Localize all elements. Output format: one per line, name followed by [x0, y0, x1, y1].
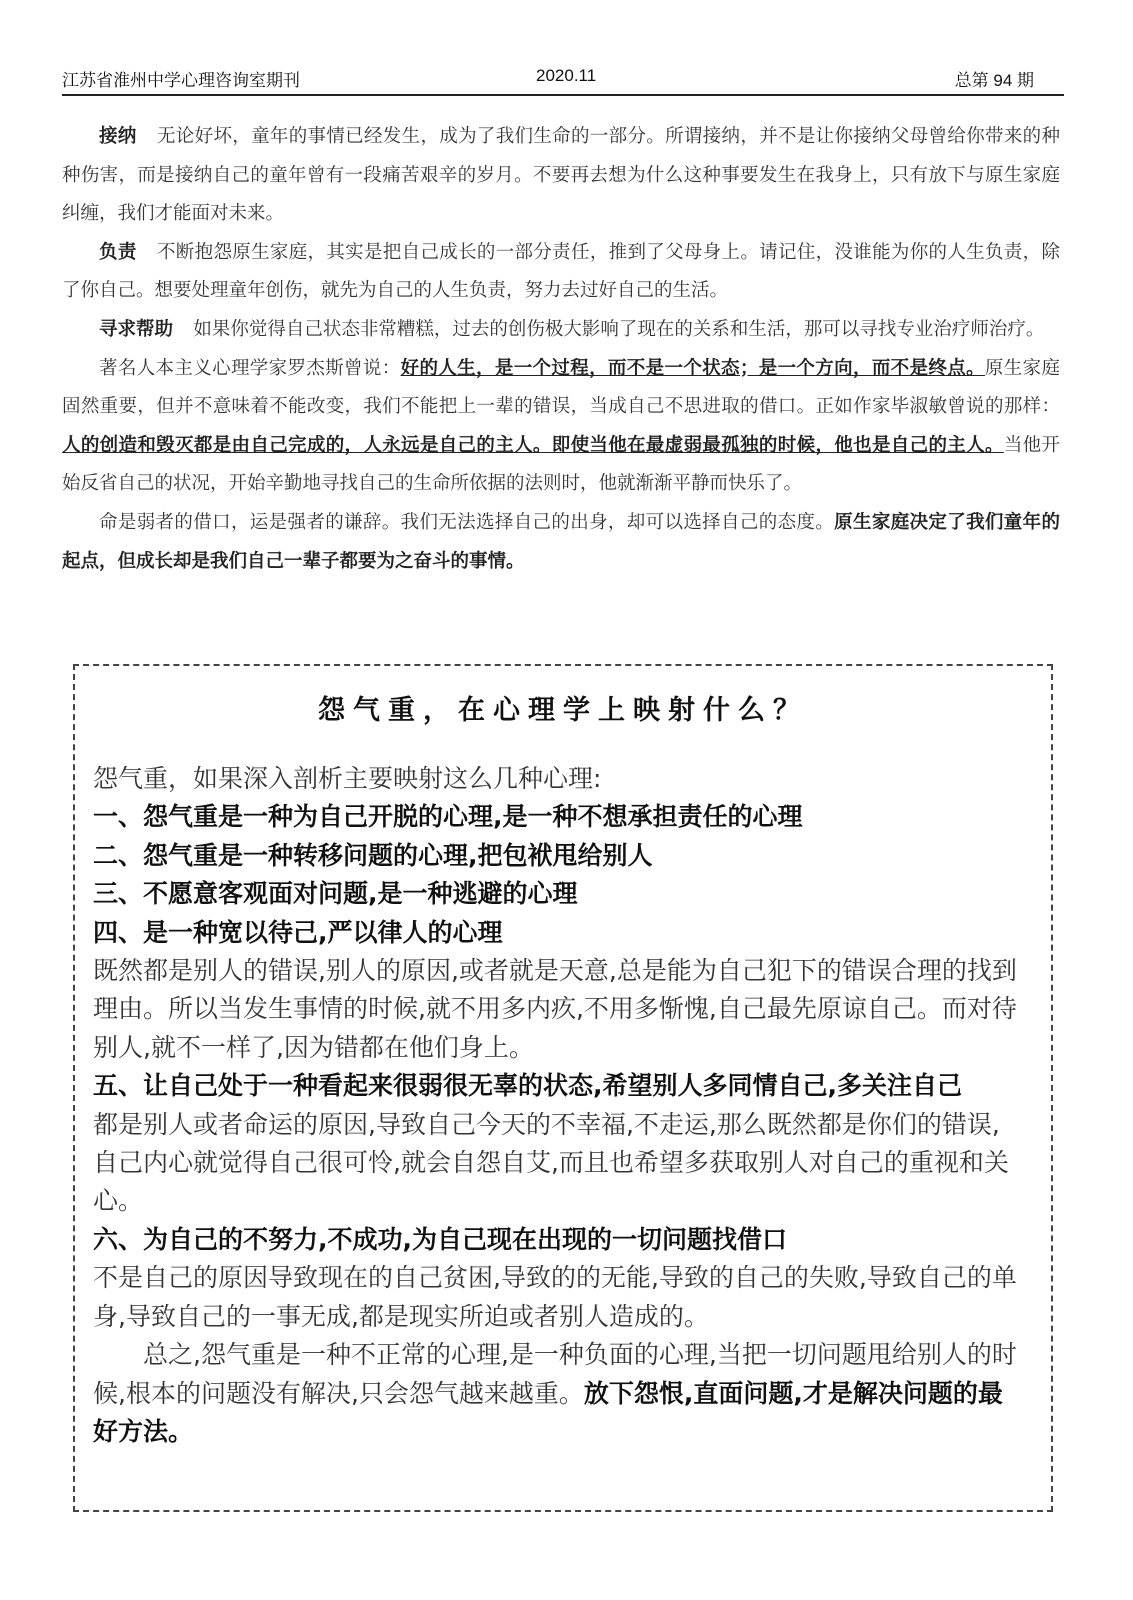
quote-intro-rogers: 著名人本主义心理学家罗杰斯曾说： — [99, 357, 401, 379]
quote-middle: 原生家庭固然重要，但并不意味着不能改变，我们不能把上一辈的错误，当成自己不思进取的借口。正如作家毕淑敏曾说的那样： — [62, 357, 1060, 418]
point-6-heading: 六、为自己的不努力,不成功,为自己现在出现的一切问题找借口 — [93, 1224, 787, 1254]
box-summary — [93, 1336, 1023, 1451]
point-2-heading: 二、怨气重是一种转移问题的心理,把包袱甩给别人 — [93, 840, 653, 870]
text-seek-help: 如果你觉得自己状态非常糟糕，过去的创伤极大影响了现在的关系和生活，那可以寻找专业治疗师治疗。 — [193, 318, 1045, 340]
paragraph-seek-help — [62, 311, 1060, 350]
point-6-text: 不是自己的原因导致现在的自己贫困,导致的的无能,导致的自己的失败,导致自己的单身,导致自己的一事无成,都是现实所迫或者别人造成的。 — [93, 1263, 1017, 1331]
summary-text: 总之,怨气重是一种不正常的心理,是一种负面的心理,当把一切问题甩给别人的时候,根本的问题没有解决,只会怨气越来越重。 — [93, 1340, 1017, 1408]
point-3-heading: 三、不愿意客观面对问题,是一种逃避的心理 — [93, 879, 578, 909]
point-1-heading: 一、怨气重是一种为自己开脱的心理,是一种不想承担责任的心理 — [93, 802, 803, 832]
box-body — [93, 760, 1023, 1451]
lead-acceptance: 接纳 — [99, 126, 137, 147]
lead-seek-help: 寻求帮助 — [99, 318, 174, 340]
box-intro: 怨气重，如果深入剖析主要映射这么几种心理: — [93, 764, 602, 793]
text-acceptance: 无论好坏，童年的事情已经发生，成为了我们生命的一部分。所谓接纳，并不是让你接纳父母曾给你带来的种种伤害，而是接纳自己的童年曾有一段痛苦艰辛的岁月。不要再去想为什么这种事要发生在我身上，只有放下与原生家庭纠缠，我们才能面对未来。 — [62, 126, 1060, 225]
summary-bold: 放下怨恨,直面问题,才是解决问题的最好方法。 — [93, 1378, 1003, 1446]
point-4-heading: 四、是一种宽以待己,严以律人的心理 — [93, 917, 503, 947]
paragraph-conclusion — [62, 504, 1060, 581]
paragraph-responsibility — [62, 234, 1060, 311]
conclusion-text: 命是弱者的借口，运是强者的谦辞。我们无法选择自己的出身，却可以选择自己的态度。 — [99, 511, 835, 533]
point-5-text: 都是别人或者命运的原因,导致自己今天的不幸福,不走运,那么既然都是你们的错误,自己内心就觉得自己很可怜,就会自怨自艾,而且也希望多获取别人对自己的重视和关心。 — [93, 1109, 1009, 1216]
quote-bi-shumin: 人的创造和毁灭都是由自己完成的，人永远是自己的主人。即使当他在最虚弱最孤独的时候，他也是自己的主人。 — [62, 434, 1004, 456]
issue-number: 总第 94 期 — [954, 71, 1034, 90]
quote-rogers: 好的人生，是一个过程，而不是一个状态；是一个方向，而不是终点。 — [400, 357, 985, 379]
lead-responsibility: 负责 — [99, 241, 137, 263]
article-body — [62, 118, 1060, 581]
paragraph-quotes — [62, 350, 1060, 504]
conclusion-bold: 原生家庭决定了我们童年的起点，但成长却是我们自己一辈子都要为之奋斗的事情。 — [62, 511, 1060, 572]
journal-name: 江苏省淮州中学心理咨询室期刊 — [62, 71, 300, 90]
text-responsibility: 不断抱怨原生家庭，其实是把自己成长的一部分责任，推到了父母身上。请记住，没谁能为你的人生负责，除了你自己。想要处理童年创伤，就先为自己的人生负责，努力去过好自己的生活。 — [62, 241, 1060, 302]
quote-outro: 当他开始反省自己的状况，开始辛勤地寻找自己的生命所依据的法则时，他就渐渐平静而快乐了。 — [62, 434, 1060, 495]
page-header — [62, 62, 1064, 96]
sidebar-box — [73, 664, 1053, 1512]
point-4-text: 既然都是别人的错误,别人的原因,或者就是天意,总是能为自己犯下的错误合理的找到理由。所以当发生事情的时候,就不用多内疚,不用多惭愧,自己最先原谅自己。而对待别人,就不一样了,因为错都在他们身上。 — [93, 956, 1017, 1062]
paragraph-acceptance — [62, 118, 1060, 234]
point-5-heading: 五、让自己处于一种看起来很弱很无辜的状态,希望别人多同情自己,多关注自己 — [93, 1071, 962, 1101]
issue-date: 2020.11 — [536, 66, 597, 85]
box-title: 怨气重，在心理学上映射什么？ — [318, 695, 808, 726]
